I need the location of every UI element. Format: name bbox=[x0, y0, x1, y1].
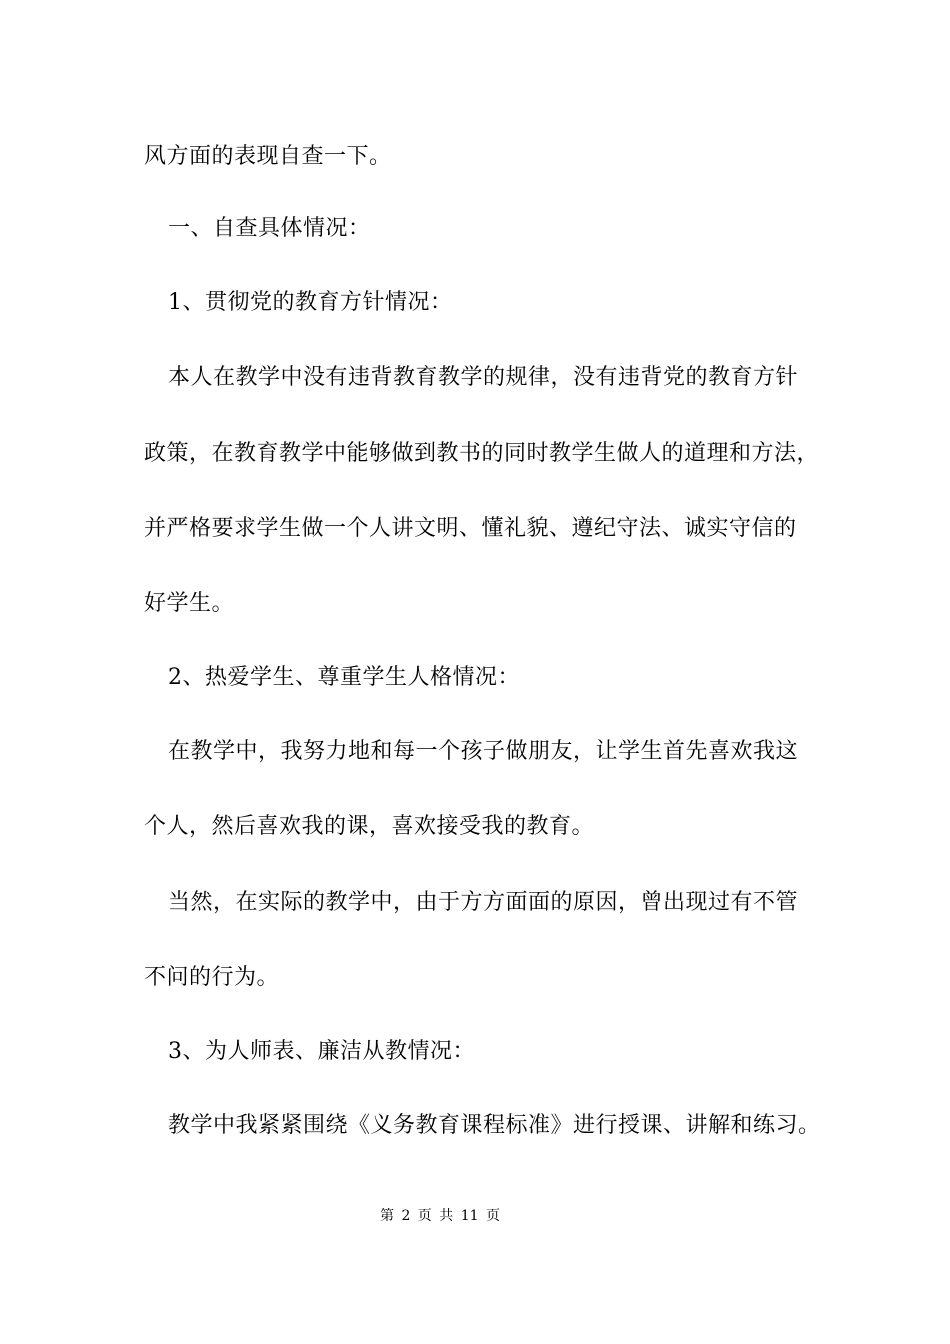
text-line: 本人在教学中没有违背教育教学的规律，没有违背党的教育方针 bbox=[168, 365, 799, 390]
text-line: 教学中我紧紧围绕《义务教育课程标准》进行授课、讲解和练习。 bbox=[168, 1113, 821, 1138]
subsection-heading: 2、热爱学生、尊重学生人格情况： bbox=[168, 665, 520, 690]
text-line: 政策，在教育教学中能够做到教书的同时教学生做人的道理和方法， bbox=[144, 441, 820, 466]
text-line: 不问的行为。 bbox=[144, 965, 280, 990]
text-line: 当然，在实际的教学中，由于方方面面的原因，曾出现过有不管 bbox=[168, 890, 799, 915]
subsection-heading: 3、为人师表、廉洁从教情况： bbox=[168, 1039, 475, 1064]
page-number-footer: 第 2 页 共 11 页 bbox=[380, 1208, 500, 1224]
text-line: 好学生。 bbox=[144, 591, 235, 616]
section-heading: 一、自查具体情况： bbox=[168, 216, 371, 241]
text-line: 在教学中，我努力地和每一个孩子做朋友，让学生首先喜欢我这 bbox=[168, 739, 799, 764]
text-line: 风方面的表现自查一下。 bbox=[144, 144, 392, 169]
text-line: 个人，然后喜欢我的课，喜欢接受我的教育。 bbox=[144, 814, 595, 839]
subsection-heading: 1、贯彻党的教育方针情况： bbox=[168, 290, 453, 315]
text-line: 并严格要求学生做一个人讲文明、懂礼貌、遵纪守法、诚实守信的 bbox=[144, 516, 797, 541]
